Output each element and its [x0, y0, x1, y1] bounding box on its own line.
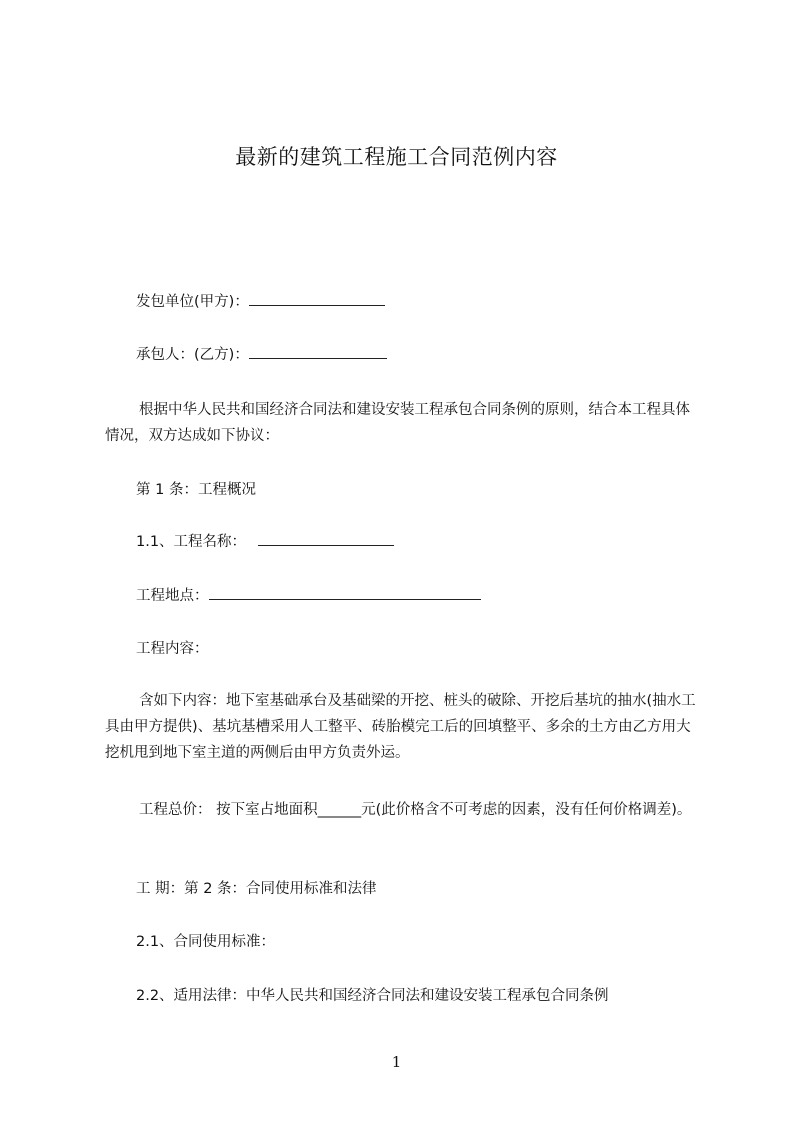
document-title: 最新的建筑工程施工合同范例内容 [235, 145, 558, 169]
page-number: 1 [391, 1053, 402, 1071]
site-blank[interactable] [209, 585, 481, 600]
content-paragraph: 含如下内容：地下室基础承台及基础梁的开挖、桩头的破除、开挖后基坑的抽水(抽水工具由甲方提供)、基坑基槽采用人工整平、砖胎模完工后的回填整平、多余的土方由乙方用大挖机甩到地下室主道的两侧后由甲方负责外运。 [105, 693, 696, 761]
party-b-line [105, 342, 701, 368]
period-line: 工 期：第 2 条：合同使用标准和法律 [136, 881, 377, 897]
total-price-prefix: 工程总价： 按下室占地面积 [139, 802, 318, 818]
site-line [105, 583, 701, 609]
party-b-label: 承包人：(乙方)： [136, 347, 249, 363]
total-price-blank[interactable]: ______ [317, 802, 362, 818]
content-heading: 工程内容： [136, 641, 209, 657]
party-b-blank[interactable] [249, 344, 387, 359]
total-price-suffix: 元(此价格含不可考虑的因素，没有任何价格调差)。 [361, 802, 692, 818]
item-2-1: 2.1、合同使用标准： [136, 934, 276, 950]
project-name-blank[interactable] [258, 531, 394, 546]
total-price-paragraph [105, 797, 701, 823]
article-1-heading: 第 1 条：工程概况 [136, 482, 256, 498]
project-name-label: 1.1、工程名称： [136, 534, 247, 550]
site-label: 工程地点： [136, 588, 209, 604]
intro-paragraph: 根据中华人民共和国经济合同法和建设安装工程承包合同条例的原则，结合本工程具体情况，双方达成如下协议： [105, 402, 690, 444]
party-a-line [105, 289, 701, 315]
item-2-2: 2.2、适用法律：中华人民共和国经济合同法和建设安装工程承包合同条例 [136, 988, 609, 1004]
party-a-blank[interactable] [249, 291, 385, 306]
party-a-label: 发包单位(甲方)： [136, 294, 249, 310]
project-name-line [105, 529, 701, 555]
